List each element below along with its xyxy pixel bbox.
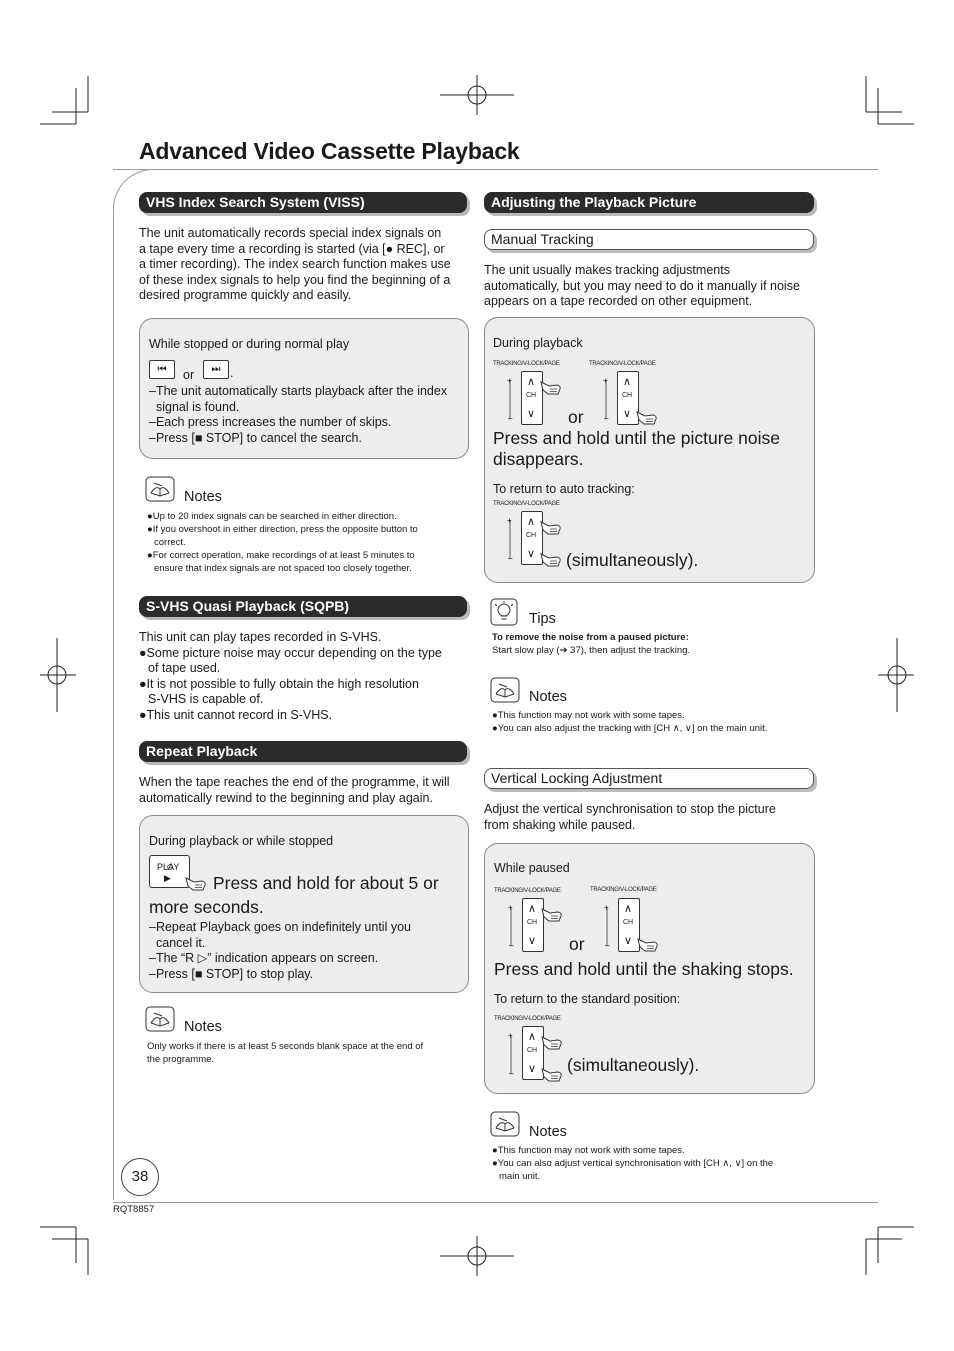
viss-heading: VHS Index Search System (VISS) [139, 192, 467, 213]
tracking-key-label: TRACKING/V-LOCK/PAGE [494, 1016, 561, 1022]
frame-left-rule [113, 205, 114, 1200]
page-title: Advanced Video Cassette Playback [139, 138, 520, 164]
hand-press-icon [539, 378, 563, 401]
viss-box-line: –Press [■ STOP] to cancel the search. [149, 430, 362, 445]
skip-next-button[interactable] [203, 360, 229, 379]
repeat-note-line: Only works if there is at least 5 seconds blank space at the end of [147, 1041, 424, 1052]
repeat-box-line: cancel it. [156, 935, 206, 950]
document-code: RQT8857 [113, 1204, 155, 1215]
hand-press-icon [636, 935, 660, 958]
viss-instruction-box [139, 318, 469, 459]
viss-or: or [183, 368, 195, 382]
play-icon: ▶ [164, 873, 171, 883]
ch-up-icon: ∧ [528, 903, 537, 915]
tracking-notes [492, 709, 822, 735]
frame-top-rule [113, 169, 878, 170]
sqpb-heading: S-VHS Quasi Playback (SQPB) [139, 596, 467, 617]
hand-press-icon [540, 905, 564, 928]
notes-book-icon [145, 476, 175, 502]
repeat-box-line: –The “R ▷” indication appears on screen. [149, 951, 379, 966]
repeat-notes-title: Notes [184, 1019, 222, 1035]
vertical-note-line: main unit. [499, 1171, 541, 1182]
tracking-key-label: TRACKING/V-LOCK/PAGE [590, 887, 657, 893]
ch-down-icon: ∨ [623, 408, 632, 420]
manual-intro [484, 263, 818, 310]
hand-press-icon [540, 1033, 564, 1056]
repeat-box-lines [149, 920, 467, 982]
sqpb-text [139, 630, 469, 724]
play-label: PLAY [157, 862, 180, 872]
svg-text:+: + [603, 376, 608, 385]
viss-intro [139, 226, 469, 304]
ch-label: CH [622, 392, 633, 399]
svg-text:+: + [507, 376, 512, 385]
viss-note-line: ●If you overshoot in either direction, press the opposite button to [147, 524, 418, 535]
svg-text:+: + [508, 1031, 513, 1040]
svg-text:+: + [604, 903, 609, 912]
hand-press-icon [539, 518, 563, 541]
ch-up-icon: ∧ [527, 376, 536, 388]
svg-text:+: + [508, 903, 513, 912]
manual-intro-line: appears on a tape recorded on other equipment. [484, 294, 753, 309]
skip-prev-button[interactable] [149, 360, 175, 379]
viss-box-lines [149, 384, 467, 446]
vertical-or: or [569, 934, 585, 954]
sqpb-line: ●It is not possible to fully obtain the high resolution [139, 676, 419, 691]
vertical-intro-line: from shaking while paused. [484, 817, 636, 832]
viss-box-line: –Each press increases the number of skips. [149, 415, 392, 430]
skip-next-icon: ⏭ [211, 364, 221, 375]
viss-intro-line: desired programme quickly and easily. [139, 288, 352, 303]
repeat-notes [147, 1040, 469, 1066]
ch-label: CH [623, 919, 634, 926]
viss-intro-line: of these index signals to help you find the beginning of a [139, 272, 451, 287]
repeat-intro-line: When the tape reaches the end of the programme, it will [139, 775, 450, 789]
viss-notes [147, 510, 469, 575]
hand-press-icon [184, 874, 208, 897]
viss-intro-line: a timer recording). The index search function makes use [139, 257, 451, 272]
tracking-note-line: ●You can also adjust the tracking with [CH ∧, ∨] on the main unit. [492, 723, 768, 734]
vertical-notes [492, 1144, 822, 1183]
vertical-simultaneously: (simultaneously). [567, 1055, 700, 1075]
viss-box-line: –The unit automatically starts playback after the index [149, 384, 448, 398]
viss-note-line: ●For correct operation, make recordings of at least 5 minutes to [147, 550, 415, 561]
tips-title: Tips [529, 611, 556, 627]
tracking-note-line: ●This function may not work with some tapes. [492, 710, 685, 721]
ch-label: CH [526, 532, 537, 539]
vertical-notes-title: Notes [529, 1124, 567, 1140]
sqpb-line: ●Some picture noise may occur depending on the type [139, 645, 442, 660]
svg-text:–: – [509, 1069, 514, 1078]
manual-tracking-box [484, 317, 815, 583]
viss-note-line: ●Up to 20 index signals can be searched in either direction. [147, 511, 397, 522]
ch-down-icon: ∨ [528, 935, 537, 947]
manual-big-text [493, 428, 813, 470]
repeat-big-line1: Press and hold for about 5 or [213, 873, 439, 893]
viss-box-title: While stopped or during normal play [149, 337, 350, 351]
manual-tracking-heading: Manual Tracking [484, 229, 814, 250]
svg-text:–: – [509, 941, 514, 950]
tracking-key-label: TRACKING/V-LOCK/PAGE [494, 888, 561, 894]
notes-book-icon [490, 1111, 520, 1137]
vertical-intro-line: Adjust the vertical synchronisation to stop the picture [484, 802, 776, 816]
ch-up-icon: ∧ [624, 903, 633, 915]
vertical-locking-heading: Vertical Locking Adjustment [484, 768, 814, 789]
repeat-big-line2: more seconds. [149, 897, 264, 917]
svg-text:–: – [508, 554, 513, 563]
svg-text:+: + [507, 516, 512, 525]
ch-label: CH [527, 1047, 538, 1054]
adjust-heading: Adjusting the Playback Picture [484, 192, 814, 213]
viss-note-line: correct. [154, 537, 186, 548]
repeat-note-line: the programme. [147, 1054, 215, 1065]
viss-intro-line: The unit automatically records special index signals on [139, 226, 442, 240]
tips-bold: To remove the noise from a paused picture: [492, 632, 689, 643]
vertical-intro [484, 802, 818, 833]
vertical-return-text: To return to the standard position: [494, 992, 681, 1006]
viss-intro-line: a tape every time a recording is started (via [● REC], or [139, 241, 445, 256]
tips-lightbulb-icon [490, 598, 518, 626]
viss-box-line: signal is found. [156, 399, 240, 414]
repeat-box-line: –Repeat Playback goes on indefinitely until you [149, 920, 411, 934]
vertical-locking-box [484, 843, 815, 1094]
skip-prev-icon: ⏮ [157, 364, 167, 375]
sqpb-line: of tape used. [148, 661, 221, 676]
ch-down-icon: ∨ [527, 548, 536, 560]
notes-book-icon [490, 677, 520, 703]
ch-down-icon: ∨ [624, 935, 633, 947]
repeat-heading: Repeat Playback [139, 741, 467, 762]
sqpb-line: ●This unit cannot record in S-VHS. [139, 707, 333, 722]
repeat-intro-line: automatically rewind to the beginning and play again. [139, 790, 433, 805]
repeat-instruction-box [139, 815, 469, 993]
tracking-key-label: TRACKING/V-LOCK/PAGE [493, 361, 560, 367]
ch-down-icon: ∨ [528, 1063, 537, 1075]
tracking-notes-title: Notes [529, 689, 567, 705]
ch-up-icon: ∧ [527, 516, 536, 528]
ch-label: CH [526, 392, 537, 399]
svg-text:–: – [508, 414, 513, 423]
ch-up-icon: ∧ [623, 376, 632, 388]
tips-text: Start slow play (➔ 37), then adjust the tracking. [492, 645, 691, 656]
page-number: 38 [131, 1168, 149, 1185]
manual-return-text: To return to auto tracking: [493, 482, 635, 496]
sqpb-line: This unit can play tapes recorded in S-VHS. [139, 630, 382, 644]
ch-down-icon: ∨ [527, 408, 536, 420]
repeat-intro [139, 775, 469, 806]
viss-notes-title: Notes [184, 489, 222, 505]
vertical-note-line: ●You can also adjust vertical synchronisation with [CH ∧, ∨] on the [492, 1158, 774, 1169]
frame-bottom-rule [113, 1202, 878, 1203]
svg-text:–: – [605, 941, 610, 950]
tracking-key-label: TRACKING/V-LOCK/PAGE [589, 361, 656, 367]
repeat-box-line: –Press [■ STOP] to stop play. [149, 966, 314, 981]
manual-intro-line: The unit usually makes tracking adjustments [484, 263, 730, 277]
vertical-note-line: ●This function may not work with some tapes. [492, 1145, 685, 1156]
manual-or: or [568, 407, 584, 427]
svg-text:–: – [604, 414, 609, 423]
manual-big-line: Press and hold until the picture noise [493, 428, 780, 448]
hand-press-icon [539, 550, 563, 573]
viss-period: . [230, 366, 234, 380]
vertical-big-line: Press and hold until the shaking stops. [494, 959, 794, 979]
manual-simultaneously: (simultaneously). [566, 550, 699, 570]
manual-intro-line: automatically, but you may need to do it manually if noise [484, 278, 800, 293]
repeat-box-title: During playback or while stopped [149, 834, 334, 848]
notes-book-icon [145, 1006, 175, 1032]
tracking-key-label: TRACKING/V-LOCK/PAGE [493, 501, 560, 507]
sqpb-line: S-VHS is capable of. [148, 692, 264, 707]
manual-box-title: During playback [493, 336, 583, 350]
page-number-badge [121, 1158, 159, 1196]
ch-up-icon: ∧ [528, 1031, 537, 1043]
manual-big-line: disappears. [493, 449, 584, 469]
ch-label: CH [527, 919, 538, 926]
hand-press-icon [540, 1065, 564, 1088]
vertical-box-title: While paused [494, 861, 570, 875]
viss-note-line: ensure that index signals are not spaced too closely together. [154, 563, 412, 574]
